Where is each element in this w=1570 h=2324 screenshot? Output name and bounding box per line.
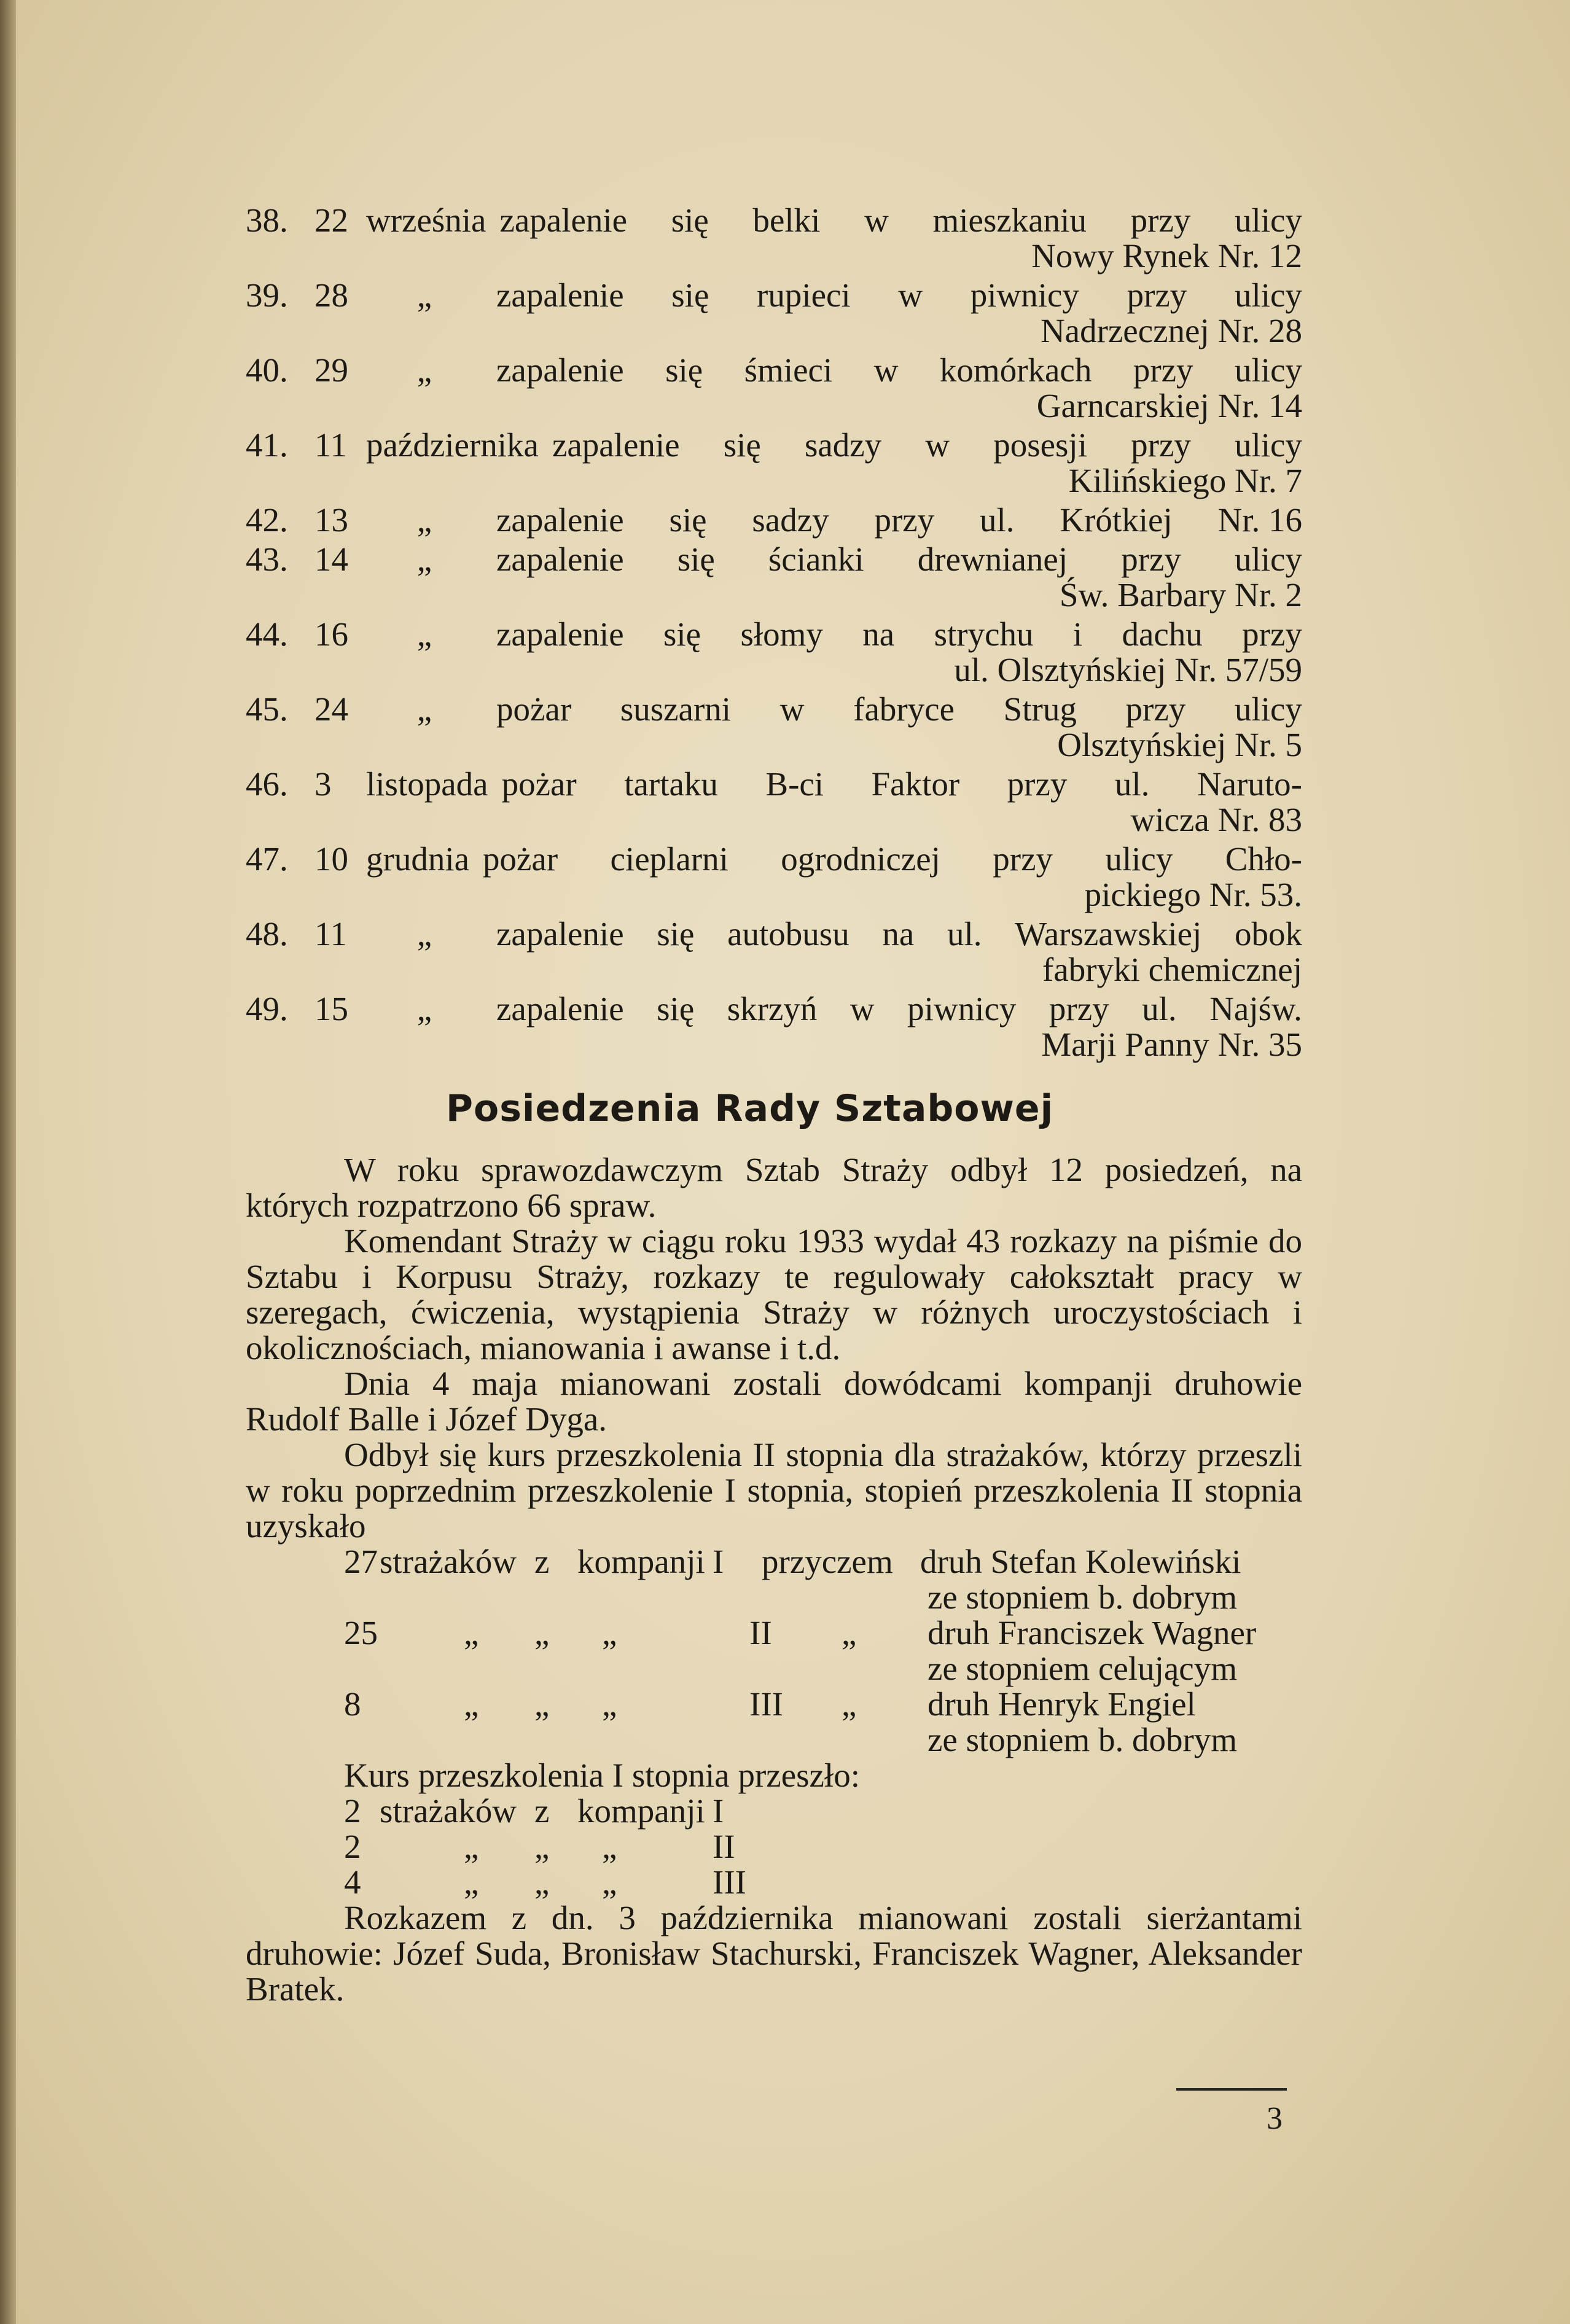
entry-word: słomy <box>740 615 823 653</box>
promotion-q2: „ <box>534 1685 550 1723</box>
entry-month: grudnia <box>366 840 470 878</box>
promotion-q1: strażaków <box>380 1543 517 1580</box>
entry-description <box>483 841 1302 877</box>
entry-word: i <box>1072 615 1083 653</box>
entry-word: przy <box>1131 426 1191 464</box>
entry-word: ulicy <box>1234 201 1302 239</box>
promotion-q3: „ <box>602 1614 617 1651</box>
incident-entry <box>246 203 1302 274</box>
promotion-row <box>246 1686 1302 1722</box>
entry-word: przy <box>874 501 935 539</box>
entry-word: pożar <box>496 690 572 728</box>
entry-word: piwnicy <box>970 276 1079 314</box>
entry-description <box>496 353 1302 388</box>
paragraph: Odbył się kurs przeszkolenia II stopnia dla strażaków, którzy przeszli w roku poprzednim przeszkolenie I stopnia, stopień przeszkolenia II stopnia uzyskało <box>246 1436 1302 1545</box>
entry-word: fabryce <box>853 690 955 728</box>
kurs-q3: kompanji <box>577 1792 705 1830</box>
entry-number: 45. <box>246 690 288 728</box>
entry-description <box>496 692 1302 727</box>
entry-month: „ <box>416 990 432 1027</box>
entry-number: 40. <box>246 351 288 389</box>
entry-word: B-ci <box>765 765 824 803</box>
kurs-roman: I <box>713 1792 724 1830</box>
entry-word: ulicy <box>1235 426 1302 464</box>
entry-word: posesji <box>993 426 1087 464</box>
incident-entry <box>246 692 1302 763</box>
entry-day: 10 <box>314 840 348 878</box>
entry-word: w <box>779 690 805 728</box>
entry-word: w <box>898 276 923 314</box>
promotion-who: druh Franciszek Wagner <box>928 1614 1257 1651</box>
kurs-q1: strażaków <box>380 1792 517 1830</box>
footer-rule <box>1176 2088 1287 2091</box>
promotion-grade: ze stopniem b. dobrym <box>928 1721 1238 1758</box>
incident-line <box>246 502 1302 538</box>
entry-month: „ <box>416 540 432 578</box>
entry-word: ulicy <box>1235 351 1302 389</box>
page-content <box>246 203 1302 2007</box>
entry-description <box>496 278 1302 313</box>
promotion-roman: II <box>749 1614 772 1651</box>
promotion-grade-row <box>246 1651 1302 1686</box>
entry-word: się <box>671 201 709 239</box>
entry-day: 14 <box>314 540 348 578</box>
entry-description <box>496 542 1302 577</box>
kurs-row <box>246 1793 1302 1829</box>
entry-description <box>502 766 1302 802</box>
incident-line <box>246 278 1302 313</box>
entry-day: 22 <box>314 201 348 239</box>
entry-number: 43. <box>246 540 288 578</box>
entry-word: na <box>862 615 895 653</box>
entry-word: rupieci <box>757 276 851 314</box>
paragraph: Dnia 4 maja mianowani zostali dowódcami kompanji druhowie Rudolf Balle i Józef Dyga. <box>246 1365 1302 1438</box>
kurs-q1: „ <box>464 1863 479 1901</box>
entry-word: drewnianej <box>917 540 1068 578</box>
entry-word: zapalenie <box>496 351 624 389</box>
incident-entry <box>246 766 1302 838</box>
entry-month: „ <box>416 915 432 953</box>
entry-word: przy <box>1130 201 1191 239</box>
entry-word: się <box>657 990 695 1027</box>
entry-description <box>552 427 1302 463</box>
promotion-list <box>246 1544 1302 1758</box>
entry-continuation: Nadrzecznej Nr. 28 <box>1040 312 1302 349</box>
promotion-grade-row <box>246 1722 1302 1758</box>
promotion-count: 8 <box>344 1685 361 1723</box>
entry-number: 44. <box>246 615 288 653</box>
incident-entry <box>246 542 1302 613</box>
entry-word: przy <box>1049 990 1109 1027</box>
entry-word: ul. <box>1142 990 1177 1027</box>
entry-word: ścianki <box>768 540 864 578</box>
entry-word: ul. <box>980 501 1015 539</box>
kurs-count: 4 <box>344 1863 361 1901</box>
entry-word: skrzyń <box>727 990 818 1027</box>
incident-entry <box>246 353 1302 424</box>
entry-day: 16 <box>314 615 348 653</box>
kurs-row <box>246 1829 1302 1865</box>
entry-word: cieplarni <box>610 840 728 878</box>
promotion-grade-row <box>246 1580 1302 1615</box>
entry-word: się <box>723 426 761 464</box>
entry-month: „ <box>416 276 432 314</box>
promotion-q1: „ <box>464 1614 479 1651</box>
incident-entry <box>246 278 1302 349</box>
entry-word: strychu <box>934 615 1034 653</box>
entry-word: na <box>882 915 915 953</box>
entry-word: zapalenie <box>496 501 624 539</box>
entry-continuation: Św. Barbary Nr. 2 <box>1059 576 1302 614</box>
entry-word: się <box>665 351 703 389</box>
entry-word: przy <box>1127 276 1187 314</box>
entry-day: 28 <box>314 276 348 314</box>
kurs-title-text: Kurs przeszkolenia I stopnia przeszło: <box>344 1757 860 1794</box>
entry-day: 11 <box>314 426 347 464</box>
kurs-title <box>246 1758 1302 1793</box>
entry-description <box>496 916 1302 952</box>
entry-word: pożar <box>483 840 558 878</box>
promotion-q2: z <box>534 1543 550 1580</box>
entry-word: w <box>925 426 950 464</box>
entry-word: zapalenie <box>496 276 624 314</box>
entry-word: przy <box>1007 765 1068 803</box>
entry-description <box>496 991 1302 1027</box>
entry-continuation: Marji Panny Nr. 35 <box>1041 1026 1302 1063</box>
entry-month: października <box>366 426 539 464</box>
section-heading: Posiedzenia Rady Sztabowej <box>446 1087 1054 1130</box>
entry-word: ulicy <box>1235 540 1302 578</box>
promotion-q4: „ <box>842 1685 857 1723</box>
entry-word: się <box>669 501 707 539</box>
entry-word: mieszkaniu <box>932 201 1087 239</box>
incident-entry <box>246 617 1302 688</box>
entry-word: się <box>663 615 701 653</box>
entry-word: suszarni <box>620 690 732 728</box>
entry-word: komórkach <box>939 351 1092 389</box>
entry-day: 15 <box>314 990 348 1027</box>
entry-month: „ <box>416 615 432 653</box>
incident-line <box>246 991 1302 1027</box>
entry-continuation: Garncarskiej Nr. 14 <box>1036 387 1302 424</box>
entry-number: 39. <box>246 276 288 314</box>
entry-number: 42. <box>246 501 288 539</box>
entry-word: piwnicy <box>907 990 1017 1027</box>
entry-number: 47. <box>246 840 288 878</box>
entry-word: się <box>657 915 695 953</box>
entry-continuation: pickiego Nr. 53. <box>1084 876 1302 913</box>
entry-word: zapalenie <box>552 426 680 464</box>
paragraph: W roku sprawozdawczym Sztab Straży odbył 12 posiedzeń, na których rozpatrzono 66 spraw. <box>246 1151 1302 1224</box>
entry-word: Strug <box>1003 690 1077 728</box>
entry-word: Warszawskiej <box>1015 915 1202 953</box>
promotion-who: druh Henryk Engiel <box>928 1685 1196 1723</box>
entry-word: zapalenie <box>496 915 624 953</box>
incident-line <box>246 916 1302 952</box>
entry-word: zapalenie <box>496 540 624 578</box>
entry-day: 29 <box>314 351 348 389</box>
promotion-grade: ze stopniem b. dobrym <box>928 1578 1238 1616</box>
kurs-roman: III <box>713 1863 746 1901</box>
entry-word: się <box>671 276 709 314</box>
kurs-row <box>246 1865 1302 1900</box>
entry-month: „ <box>416 501 432 539</box>
entry-number: 49. <box>246 990 288 1027</box>
incident-entry <box>246 502 1302 538</box>
entry-month: listopada <box>366 765 488 803</box>
entry-continuation: ul. Olsztyńskiej Nr. 57/59 <box>954 651 1302 688</box>
incident-line <box>246 542 1302 577</box>
kurs-q1: „ <box>464 1828 479 1865</box>
entry-word: się <box>677 540 715 578</box>
kurs-count: 2 <box>344 1828 361 1865</box>
kurs-count: 2 <box>344 1792 361 1830</box>
promotion-q4: „ <box>842 1614 857 1651</box>
entry-word: zapalenie <box>499 201 628 239</box>
entry-word: zapalenie <box>496 990 624 1027</box>
incident-entry <box>246 841 1302 913</box>
entry-continuation: Olsztyńskiej Nr. 5 <box>1057 726 1302 763</box>
entry-continuation: Nowy Rynek Nr. 12 <box>1031 237 1302 275</box>
promotion-who: druh Stefan Kolewiński <box>920 1543 1241 1580</box>
promotion-count: 25 <box>344 1614 378 1651</box>
entry-word: przy <box>1121 540 1181 578</box>
entry-word: ogrodniczej <box>781 840 940 878</box>
entry-word: ulicy <box>1234 276 1302 314</box>
entry-word: Najśw. <box>1209 990 1302 1027</box>
incident-line <box>246 766 1302 802</box>
entry-word: w <box>873 351 899 389</box>
entry-word: ul. <box>1114 765 1150 803</box>
entry-description <box>499 203 1302 238</box>
entry-number: 46. <box>246 765 288 803</box>
entry-word: Naruto- <box>1197 765 1302 803</box>
entry-word: Faktor <box>871 765 960 803</box>
entry-continuation: Kilińskiego Nr. 7 <box>1068 462 1302 499</box>
paragraph: Rozkazem z dn. 3 października mianowani zostali sierżantami druhowie: Józef Suda, Bronisław Stachurski, Franciszek Wagner, Aleksander Bratek. <box>246 1899 1302 2008</box>
entry-description <box>496 617 1302 652</box>
entry-word: Nr. 16 <box>1217 501 1302 539</box>
entry-word: obok <box>1234 915 1302 953</box>
page-number: 3 <box>1267 2101 1283 2136</box>
promotion-q3: kompanji <box>577 1543 705 1580</box>
entry-word: w <box>849 990 875 1027</box>
entry-word: w <box>864 201 889 239</box>
incident-line <box>246 203 1302 238</box>
promotion-q4: przyczem <box>762 1543 893 1580</box>
entry-number: 38. <box>246 201 288 239</box>
promotion-count: 27 <box>344 1543 378 1580</box>
entry-month: „ <box>416 690 432 728</box>
entry-day: 3 <box>314 765 332 803</box>
kurs-list <box>246 1793 1302 1900</box>
entry-word: sadzy <box>804 426 882 464</box>
incident-entry <box>246 916 1302 988</box>
promotion-roman: I <box>713 1543 724 1580</box>
kurs-q3: „ <box>602 1828 617 1865</box>
entry-word: ulicy <box>1234 690 1302 728</box>
incident-entry <box>246 427 1302 499</box>
entry-word: przy <box>1242 615 1302 653</box>
entry-word: autobusu <box>727 915 849 953</box>
entry-word: dachu <box>1122 615 1203 653</box>
entry-word: ul. <box>947 915 982 953</box>
promotion-q1: „ <box>464 1685 479 1723</box>
entry-day: 24 <box>314 690 348 728</box>
fire-incident-list <box>246 203 1302 1063</box>
entry-word: przy <box>1133 351 1193 389</box>
entry-word: pożar <box>501 765 577 803</box>
promotion-roman: III <box>749 1685 783 1723</box>
incident-line <box>246 353 1302 388</box>
entry-word: sadzy <box>752 501 829 539</box>
entry-month: „ <box>416 351 432 389</box>
entry-word: zapalenie <box>496 615 624 653</box>
incident-line <box>246 841 1302 877</box>
kurs-q3: „ <box>602 1863 617 1901</box>
entry-word: przy <box>1125 690 1186 728</box>
entry-word: śmieci <box>744 351 833 389</box>
entry-word: belki <box>752 201 821 239</box>
promotion-grade: ze stopniem celującym <box>928 1650 1237 1687</box>
entry-number: 48. <box>246 915 288 953</box>
incident-line <box>246 692 1302 727</box>
incident-entry <box>246 991 1302 1063</box>
promotion-q2: „ <box>534 1614 550 1651</box>
kurs-roman: II <box>713 1828 735 1865</box>
promotion-row <box>246 1544 1302 1580</box>
entry-continuation: fabryki chemicznej <box>1042 951 1302 988</box>
entry-continuation: wicza Nr. 83 <box>1130 801 1302 838</box>
entry-word: tartaku <box>624 765 718 803</box>
promotion-q3: „ <box>602 1685 617 1723</box>
kurs-q2: „ <box>534 1828 550 1865</box>
entry-number: 41. <box>246 426 288 464</box>
entry-month: września <box>366 201 486 239</box>
entry-word: Krótkiej <box>1060 501 1173 539</box>
kurs-q2: z <box>534 1792 550 1830</box>
promotion-row <box>246 1615 1302 1651</box>
entry-description <box>496 502 1302 538</box>
incident-line <box>246 617 1302 652</box>
incident-line <box>246 427 1302 463</box>
entry-day: 11 <box>314 915 347 953</box>
binding-edge <box>0 0 16 2324</box>
paragraph: Komendant Straży w ciągu roku 1933 wydał 43 rozkazy na piśmie do Sztabu i Korpusu Straży, rozkazy te regulowały całokształt pracy w szeregach, ćwiczenia, wystąpienia Straży w różnych uroczystościach i okolicznościach, mianowania i awanse i t.d. <box>246 1222 1302 1367</box>
entry-day: 13 <box>314 501 348 539</box>
kurs-q2: „ <box>534 1863 550 1901</box>
entry-word: ulicy <box>1105 840 1173 878</box>
entry-word: przy <box>993 840 1053 878</box>
entry-word: Chło- <box>1225 840 1302 878</box>
